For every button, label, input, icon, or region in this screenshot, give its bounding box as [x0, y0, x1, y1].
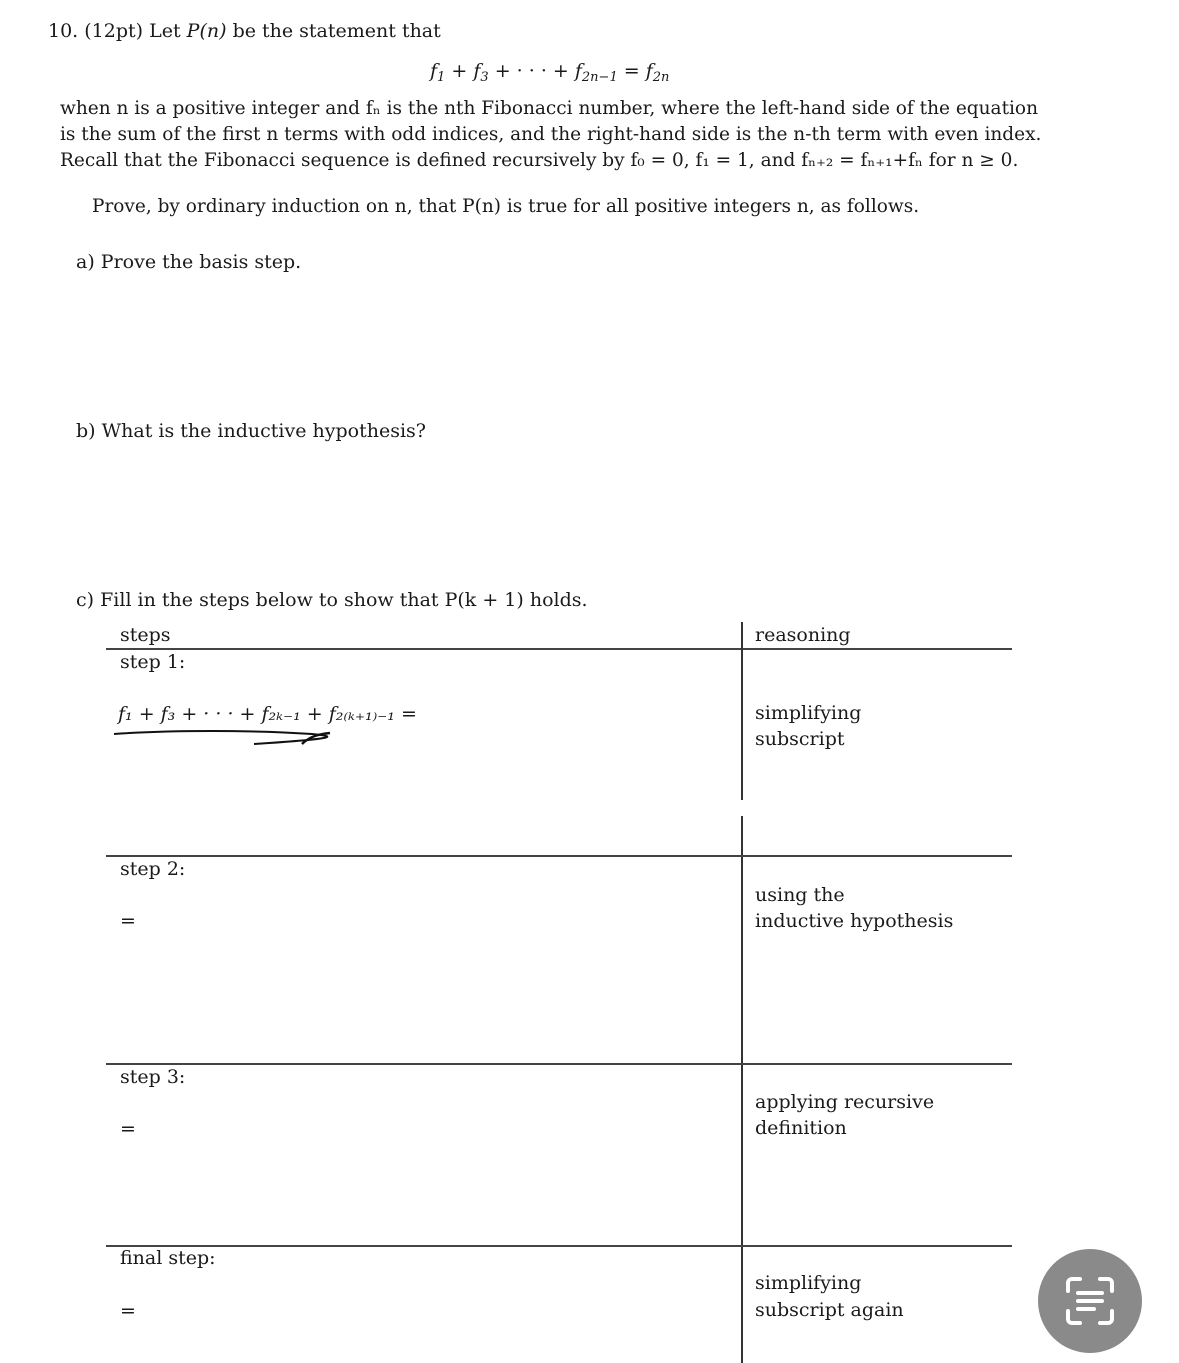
intro-pre: Let: [149, 20, 187, 42]
step3-reason-2: definition: [755, 1117, 847, 1139]
eq-sub-rhs: 2n: [652, 70, 670, 85]
paragraph-line-3: Recall that the Fibonacci sequence is defined recursively by f₀ = 0, f₁ = 1, and fₙ₊₂ = fₙ₊₁+fₙ for n ≥ 0.: [60, 150, 1019, 171]
main-equation: [430, 60, 669, 85]
problem-header: [48, 20, 441, 42]
step2-label: step 2:: [120, 858, 186, 880]
eq-equals: =: [617, 60, 646, 82]
eq-term-rhs: f: [645, 60, 653, 82]
intro-func: P(n): [186, 20, 227, 42]
part-b: [76, 420, 426, 442]
col-header-reasoning: reasoning: [755, 624, 851, 646]
part-a: [76, 251, 301, 273]
table-header-rule: [106, 648, 1012, 650]
final-step-equals: =: [120, 1300, 136, 1322]
text-scan-icon: [1060, 1271, 1120, 1331]
intro-post: be the statement that: [226, 20, 441, 42]
eq-dots: + · · · +: [488, 60, 575, 82]
eq-term-f1: f: [430, 60, 438, 82]
step1-reason-2: subscript: [755, 728, 845, 750]
final-reason-1: simplifying: [755, 1272, 862, 1294]
step1-bottom-rule: [106, 855, 1012, 857]
step1-expression: f₁ + f₃ + · · · + f₂ₖ₋₁ + f₂₍ₖ₊₁₎₋₁ =: [118, 703, 417, 725]
step2-bottom-rule: [106, 1063, 1012, 1065]
paragraph-line-2: is the sum of the first n terms with odd indices, and the right-hand side is the n-th term with even index.: [60, 124, 1042, 145]
eq-term-f3: f: [473, 60, 481, 82]
eq-sub-last: 2n−1: [581, 70, 618, 85]
step2-reason-2: inductive hypothesis: [755, 910, 954, 932]
problem-number: 10.: [48, 20, 79, 42]
part-c-label: c): [76, 589, 95, 611]
step2-equals: =: [120, 910, 136, 932]
part-a-label: a): [76, 251, 95, 273]
eq-term-last: f: [574, 60, 582, 82]
part-b-label: b): [76, 420, 96, 442]
table-divider-top: [741, 622, 743, 800]
problem-points: (12pt): [84, 20, 144, 42]
eq-sub-1: 1: [437, 70, 446, 85]
paragraph-line-1: when n is a positive integer and fₙ is the nth Fibonacci number, where the left-hand side of the equation: [60, 98, 1038, 119]
step1-label: step 1:: [120, 651, 186, 673]
final-reason-2: subscript again: [755, 1299, 904, 1321]
step3-equals: =: [120, 1118, 136, 1140]
final-step-label: final step:: [120, 1247, 216, 1269]
step1-reason-1: simplifying: [755, 702, 862, 724]
step2-reason-1: using the: [755, 884, 845, 906]
step3-bottom-rule: [106, 1245, 1012, 1247]
handwritten-mark: [300, 728, 340, 748]
eq-sub-3: 3: [480, 70, 489, 85]
text-scan-button[interactable]: [1038, 1249, 1142, 1353]
col-header-steps: steps: [120, 624, 171, 646]
step3-reason-1: applying recursive: [755, 1091, 935, 1113]
eq-plus: +: [445, 60, 474, 82]
prove-instruction: Prove, by ordinary induction on n, that P(n) is true for all positive integers n, as follows.: [92, 196, 920, 217]
part-c-text: Fill in the steps below to show that P(k + 1) holds.: [100, 589, 588, 611]
part-c: [76, 589, 588, 611]
part-a-text: Prove the basis step.: [100, 251, 302, 273]
step3-label: step 3:: [120, 1066, 186, 1088]
table-divider-bottom: [741, 816, 743, 1363]
part-b-text: What is the inductive hypothesis?: [101, 420, 426, 442]
